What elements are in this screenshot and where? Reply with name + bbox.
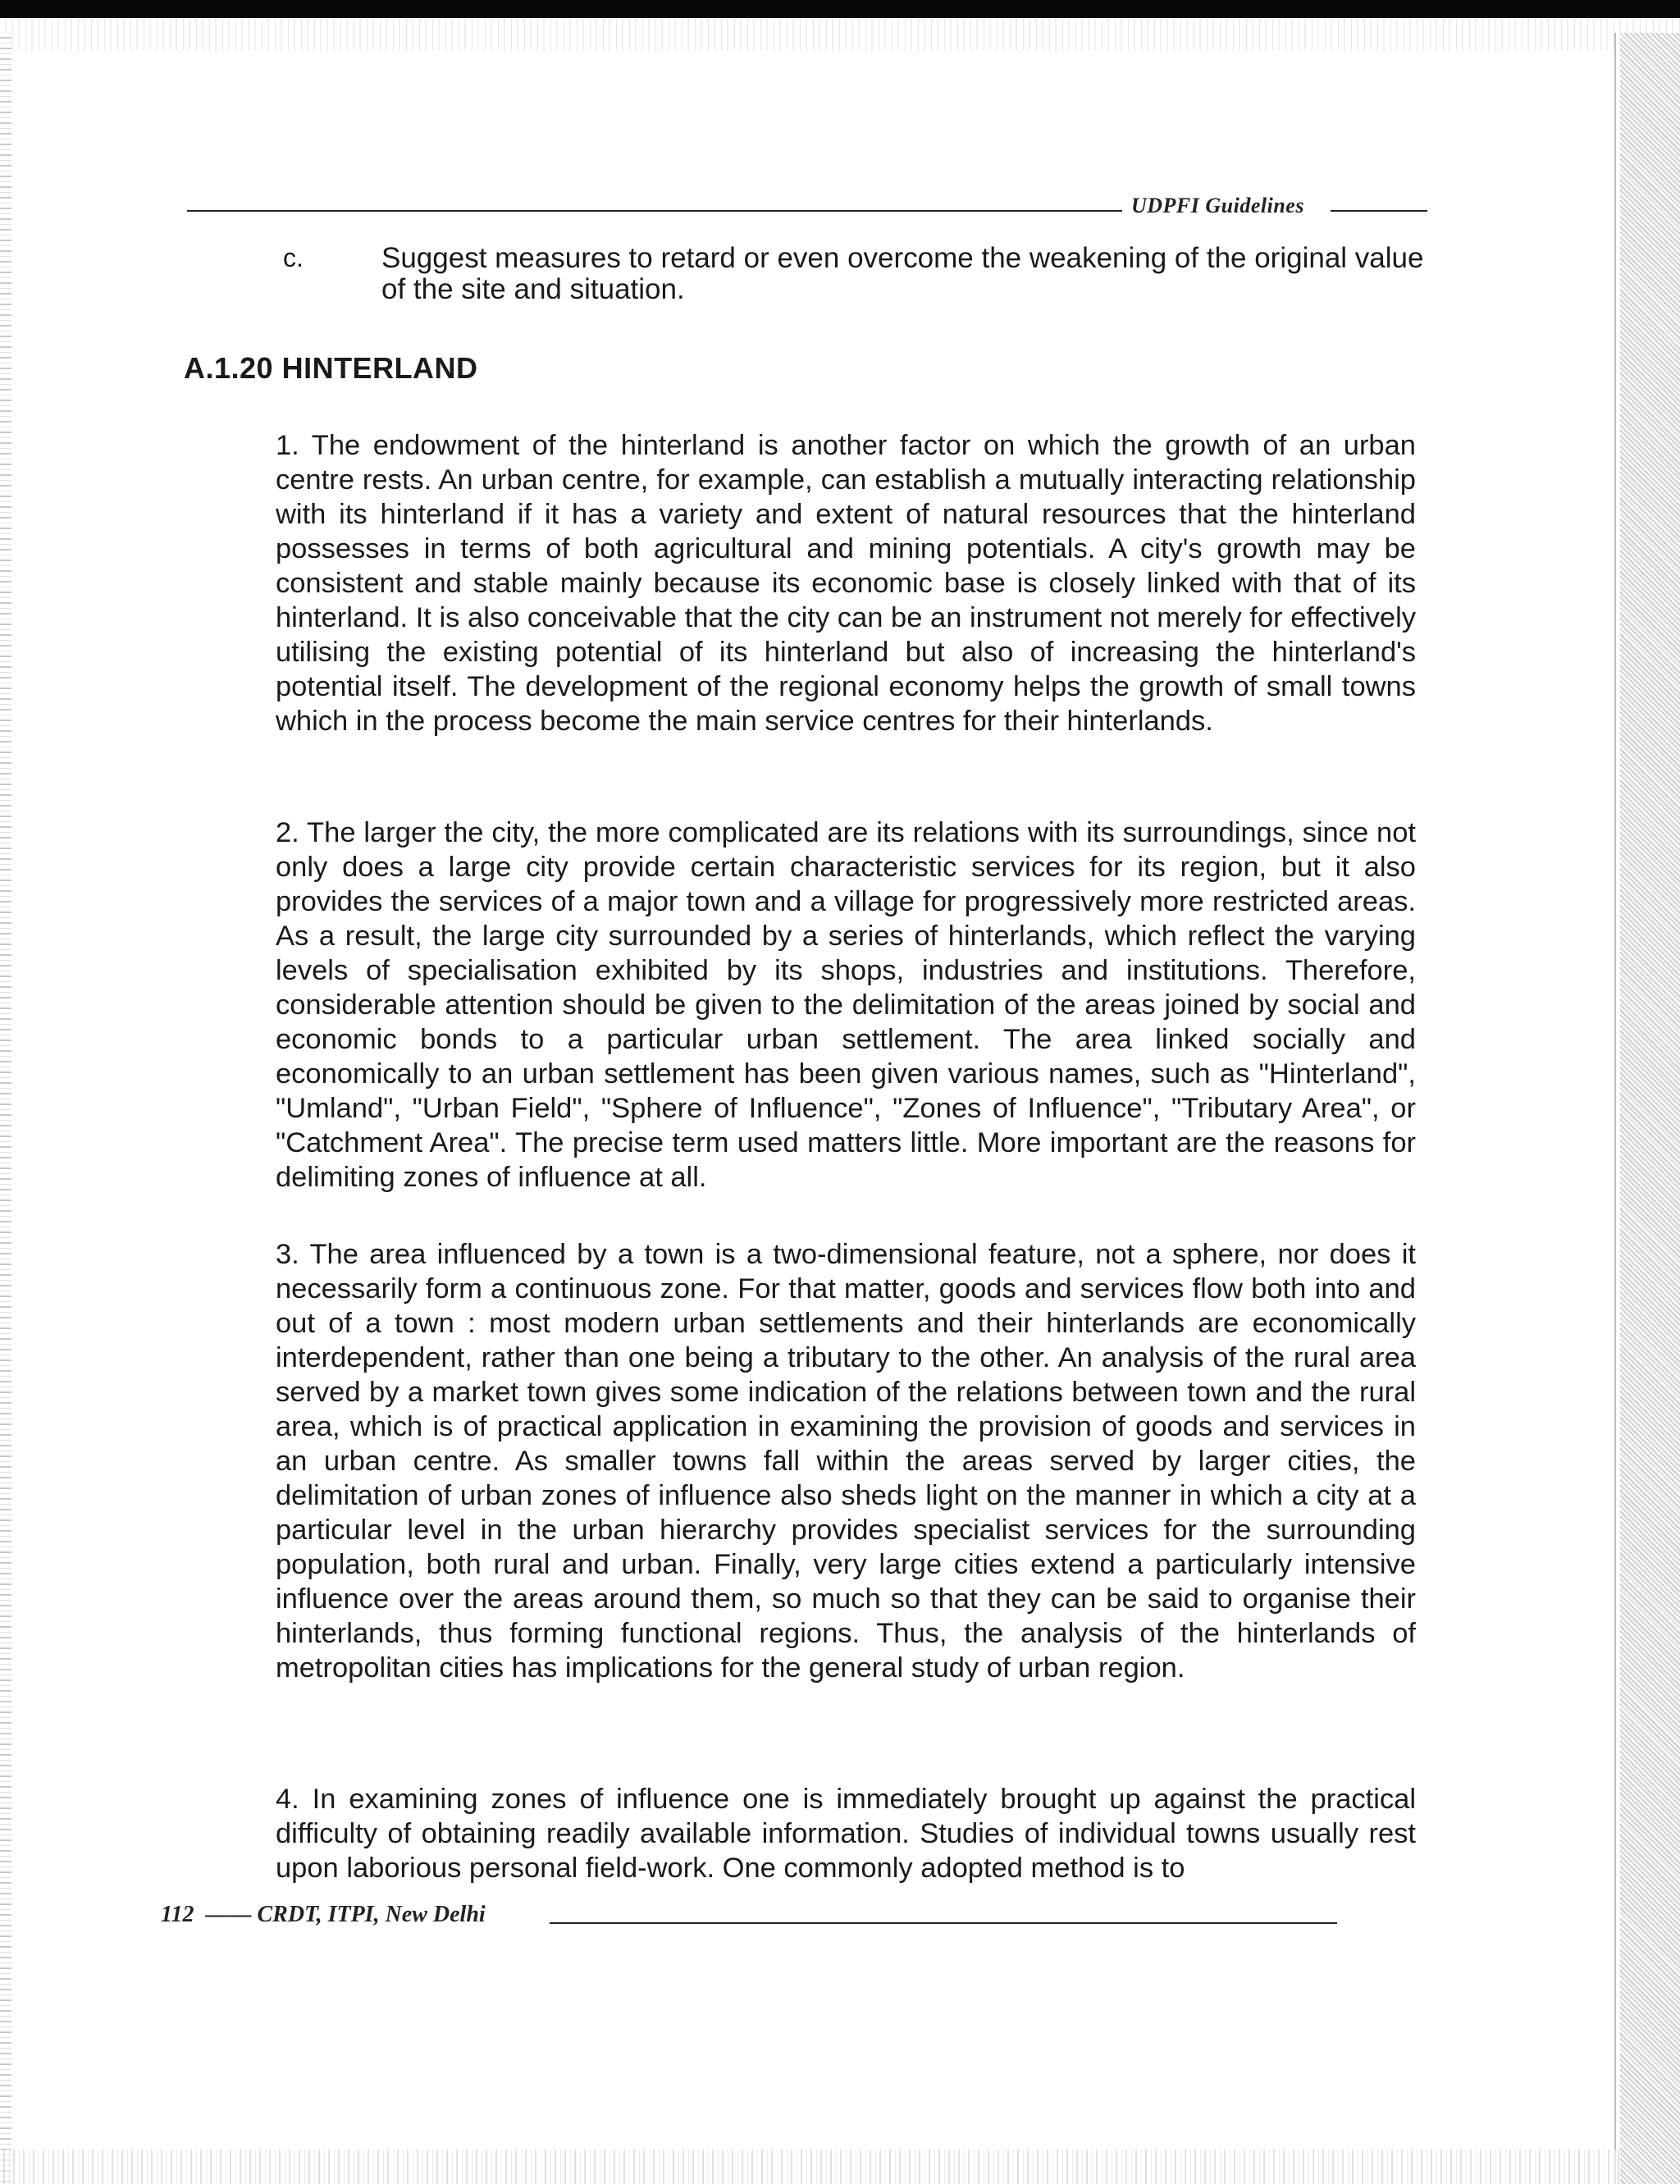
header-rule-right — [1331, 210, 1427, 212]
page-footer: 112 —— CRDT, ITPI, New Delhi — [161, 1902, 486, 1927]
paragraph-1: 1. The endowment of the hinterland is another factor on which the growth of an urban centre rests. An urban centre, for example, can establish a mutually interacting relationship with its hinterland if it has a variety and extent of natural resources that the hinterland possesses in terms of both agricultural and mining potentials. A city's growth may be consistent and stable mainly because its economic base is closely linked with that of its hinterland. It is also conceivable that the city can be an instrument not merely for effectively utilising the existing potential of its hinterland but also of increasing the hinterland's potential itself. The development of the regional economy helps the growth of small towns which in the process become the main service centres for their hinterlands. — [276, 430, 1416, 737]
page-number: 112 — [161, 1902, 194, 1927]
scan-right-edge-line — [1614, 33, 1616, 2184]
scan-top-border — [0, 0, 1680, 18]
scan-top-noise — [0, 18, 1680, 51]
paragraph-3: 3. The area influenced by a town is a two-dimensional feature, not a sphere, nor does it necessarily form a continuous zone. For that matter, goods and services flow both into and out of a town : most modern urban settlements and their hinterlands are economically interdependent, rather than one being a tributary to the other. An analysis of the rural area served by a market town gives some indication of the relations between town and the rural area, which is of practical application in examining the provision of goods and services in an urban centre. As smaller towns fall within the areas served by larger cities, the delimitation of urban zones of influence also sheds light on the manner in which a city at a particular level in the urban hierarchy provides specialist services for the surrounding population, both rural and urban. Finally, very large cities extend a particularly intensive influence over the areas around them, so much so that they can be said to organise their hinterlands, thus forming functional regions. Thus, the analysis of the hinterlands of metropolitan cities has implications for the general study of urban region. — [276, 1239, 1416, 1684]
section-heading: A.1.20 HINTERLAND — [184, 351, 478, 385]
footer-rule — [550, 1922, 1337, 1924]
paragraph-2: 2. The larger the city, the more complicated are its relations with its surroundings, since not only does a large city provide certain characteristic services for its region, but it also provides the services of a major town and a village for progressively more restricted areas. As a result, the large city surrounded by a series of hinterlands, which reflect the varying levels of specialisation exhibited by its shops, industries and institutions. Therefore, considerable attention should be given to the delimitation of the areas joined by social and economic bonds to a particular urban settlement. The area linked socially and economically to an urban settlement has been given various names, such as "Hinterland", "Umland", "Urban Field", "Sphere of Influence", "Zones of Influence", "Tributary Area", or "Catchment Area". The precise term used matters little. More important are the reasons for delimiting zones of influence at all. — [276, 817, 1416, 1193]
footer-publisher: CRDT, ITPI, New Delhi — [257, 1902, 486, 1927]
scan-right-edge — [1620, 33, 1680, 2184]
scan-bottom-noise — [0, 2150, 1620, 2184]
running-header: UDPFI Guidelines — [1131, 194, 1304, 217]
paragraph-4: 4. In examining zones of influence one is immediately brought up against the practical difficulty of obtaining readily available information. Studies of individual towns usually rest upon laborious personal field-work. One commonly adopted method is to — [276, 1784, 1416, 1884]
list-item-label: c. — [283, 243, 304, 272]
list-item-text: Suggest measures to retard or even overcome the weakening of the original value of the site and situation. — [381, 242, 1424, 305]
scan-left-edge — [0, 33, 11, 2184]
header-rule-left — [187, 210, 1122, 212]
